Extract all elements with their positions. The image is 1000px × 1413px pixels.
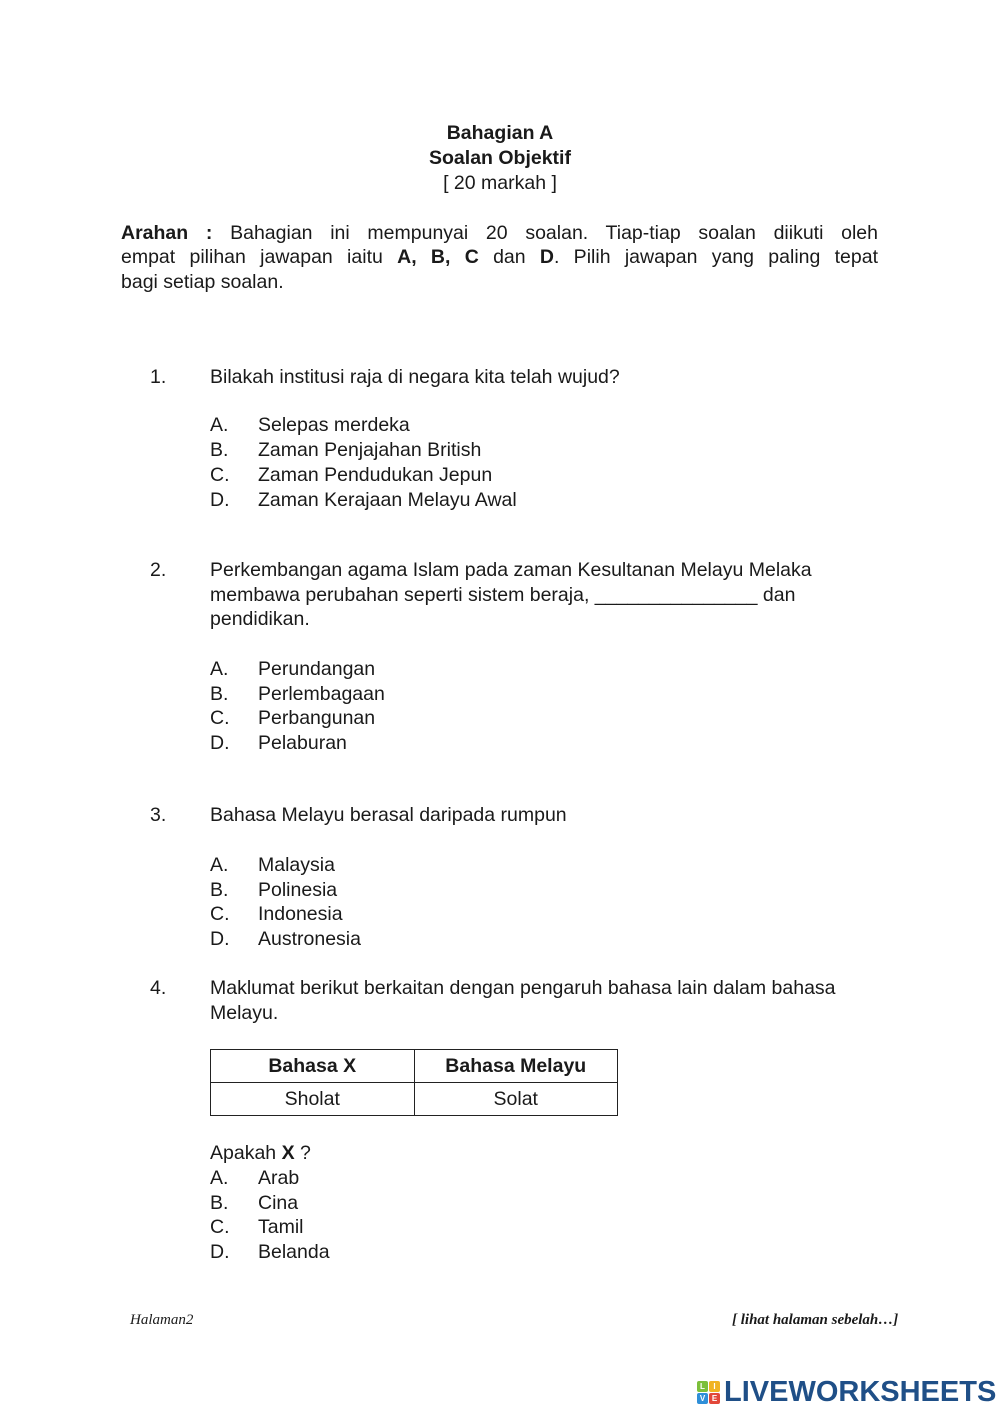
table-header: Bahasa X (211, 1050, 415, 1083)
question-text: Melayu. (210, 1001, 279, 1024)
prompt-text: Apakah (210, 1142, 282, 1164)
section-marks: [ 20 markah ] (443, 172, 557, 194)
instructions-text: Bahagian ini mempunyai 20 soalan. Tiap-tiap soalan diikuti oleh (230, 222, 878, 244)
question-text: Maklumat berikut berkaitan dengan pengaruh bahasa lain dalam bahasa (210, 977, 836, 999)
option-text: Zaman Penjajahan British (258, 439, 482, 461)
logo-tile: E (709, 1393, 720, 1404)
option-letter: A. (210, 658, 229, 680)
logo-tile: V (697, 1393, 708, 1404)
prompt-bold: X (281, 1142, 295, 1164)
question-number: 1. (150, 366, 167, 388)
question-prompt (210, 1141, 311, 1165)
option-text: Indonesia (258, 903, 343, 925)
question-text: Bahasa Melayu berasal daripada rumpun (210, 804, 567, 826)
option-text: Selepas merdeka (258, 414, 410, 436)
option-text: Zaman Pendudukan Jepun (258, 464, 493, 486)
option-letter: D. (210, 489, 230, 511)
question-number: 2. (150, 559, 167, 581)
option-letter: A. (210, 854, 229, 876)
question-text: pendidikan. (210, 608, 310, 630)
option-text: Zaman Kerajaan Melayu Awal (258, 489, 517, 511)
option-letter: B. (210, 1192, 229, 1214)
instructions-text: bagi setiap soalan. (121, 271, 284, 293)
instructions-text: . Pilih jawapan yang paling tepat (553, 246, 879, 268)
logo-tiles-icon (697, 1381, 720, 1404)
question-number: 3. (150, 804, 167, 826)
option-text: Perundangan (258, 658, 376, 680)
question-text: Perkembangan agama Islam pada zaman Kesultanan Melayu Melaka (210, 559, 812, 581)
instructions-bold: D (539, 246, 554, 268)
option-text: Malaysia (258, 854, 335, 876)
option-letter: B. (210, 879, 229, 901)
option-text: Tamil (258, 1216, 304, 1238)
instructions-text: dan (478, 246, 540, 268)
section-title: Bahagian A (446, 122, 554, 144)
option-letter: B. (210, 439, 229, 461)
option-letter: D. (210, 732, 230, 754)
logo-text: LIVEWORKSHEETS (724, 1376, 997, 1408)
liveworksheets-logo (697, 1378, 996, 1406)
option-letter: C. (210, 903, 230, 925)
instructions-label: Arahan : (121, 222, 213, 244)
option-text: Pelaburan (258, 732, 347, 754)
question-text: membawa perubahan seperti sistem beraja, _______________ dan (210, 583, 796, 606)
option-letter: C. (210, 464, 230, 486)
option-text: Arab (258, 1167, 300, 1189)
option-text: Perbangunan (258, 707, 376, 729)
logo-tile: I (709, 1381, 720, 1392)
prompt-text: ? (294, 1142, 311, 1164)
next-page-note: [ lihat halaman sebelah…] (732, 1312, 899, 1328)
option-text: Belanda (258, 1241, 330, 1263)
option-letter: A. (210, 414, 229, 436)
option-letter: D. (210, 1241, 230, 1263)
instructions-bold: A, B, C (397, 246, 479, 268)
question-number: 4. (150, 977, 167, 999)
table-header: Bahasa Melayu (414, 1050, 618, 1083)
table-cell: Solat (414, 1083, 618, 1116)
option-text: Austronesia (258, 928, 361, 950)
page-number: Halaman2 (130, 1312, 194, 1328)
logo-tile: L (697, 1381, 708, 1392)
option-letter: D. (210, 928, 230, 950)
option-letter: C. (210, 707, 230, 729)
option-text: Perlembagaan (258, 683, 385, 705)
table-cell: Sholat (211, 1083, 415, 1116)
option-letter: B. (210, 683, 229, 705)
option-text: Polinesia (258, 879, 338, 901)
option-text: Cina (258, 1192, 299, 1214)
section-subtitle: Soalan Objektif (429, 147, 571, 169)
option-letter: A. (210, 1167, 229, 1189)
language-table (210, 1049, 618, 1116)
instructions-text: empat pilihan jawapan iaitu (121, 246, 398, 268)
option-letter: C. (210, 1216, 230, 1238)
question-text: Bilakah institusi raja di negara kita telah wujud? (210, 366, 620, 388)
